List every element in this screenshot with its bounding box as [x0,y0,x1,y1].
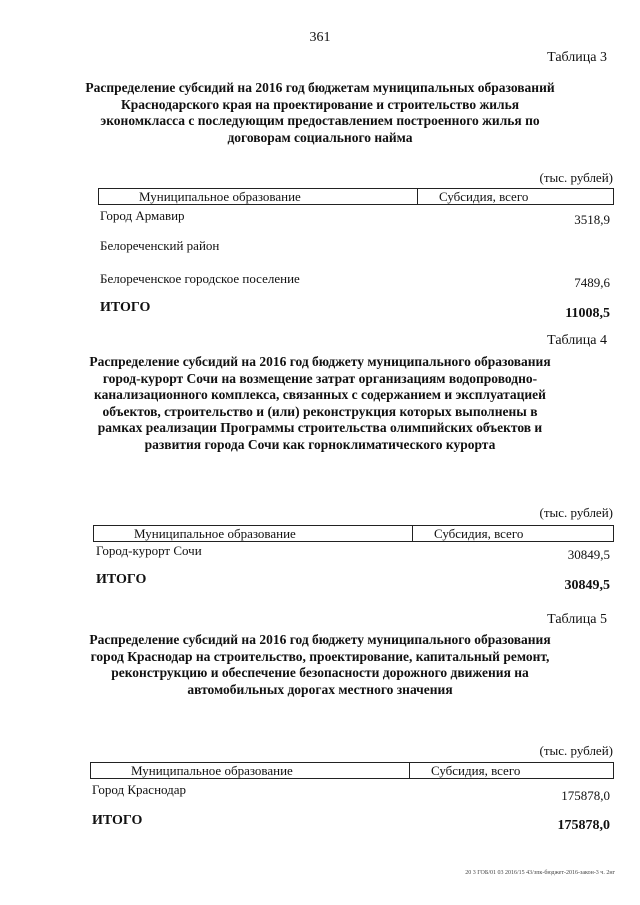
table-row-value: 7489,6 [574,275,610,290]
column-header-municipality: Муниципальное образование [131,763,293,778]
table-4-unit: (тыс. рублей) [539,505,613,520]
total-label: ИТОГО [96,572,147,587]
table-5-unit: (тыс. рублей) [539,743,613,758]
total-label: ИТОГО [92,813,143,828]
column-divider [409,763,410,778]
total-value: 11008,5 [565,306,610,321]
table-3-label: Таблица 3 [547,50,607,65]
table-row-name: Белореченский район [100,238,220,253]
column-header-municipality: Муниципальное образование [134,526,296,541]
column-header-municipality: Муниципальное образование [139,189,301,204]
page-number: 361 [309,30,331,45]
total-value: 175878,0 [557,818,610,833]
column-header-subsidy: Субсидия, всего [431,763,521,778]
table-4-title: Распределение субсидий на 2016 год бюджету муниципального образования город-курорт Сочи на возмещение затрат организациям водопроводно-канализационного комплекса, связанных с содержанием и эксплуатацией объектов, строительство и (или) реконструкция которых выполнены в рамках реализации Программы строительства олимпийских объектов и развития города Сочи как горноклиматического курорта [89,354,551,452]
table-3-header [98,188,614,205]
table-row-name: Город Краснодар [92,782,187,797]
document-footer: 20 3 ГОБ/01 03 2016/15 43/зпк-бюджет-2016-закон-3 ч. 2нг [465,870,615,876]
column-divider [417,189,418,204]
table-5-title: Распределение субсидий на 2016 год бюджету муниципального образования город Краснодар на строительство, проектирование, капитальный ремонт, реконструкцию и обеспечение безопасности дорожного движения на автомобильных дорогах местного значения [89,632,551,697]
table-row-value: 3518,9 [574,212,610,227]
table-row-name: Город Армавир [100,208,185,223]
column-header-subsidy: Субсидия, всего [434,526,524,541]
table-3-title: Распределение субсидий на 2016 год бюджетам муниципальных образований Краснодарского края на проектирование и строительство жилья экономкласса с последующим предоставлением построенного жилья по договорам социального найма [85,80,555,145]
table-row-value: 175878,0 [561,788,610,803]
table-row-value: 30849,5 [567,547,610,562]
table-4-label: Таблица 4 [547,333,607,348]
column-divider [412,526,413,541]
table-4-header [93,525,614,542]
total-label: ИТОГО [100,300,151,315]
table-row-name: Белореченское городское поселение [100,271,300,286]
table-5-label: Таблица 5 [547,612,607,627]
table-row-name: Город-курорт Сочи [96,543,202,558]
total-value: 30849,5 [564,578,610,593]
column-header-subsidy: Субсидия, всего [439,189,529,204]
table-3-unit: (тыс. рублей) [539,170,613,185]
table-5-header [90,762,614,779]
